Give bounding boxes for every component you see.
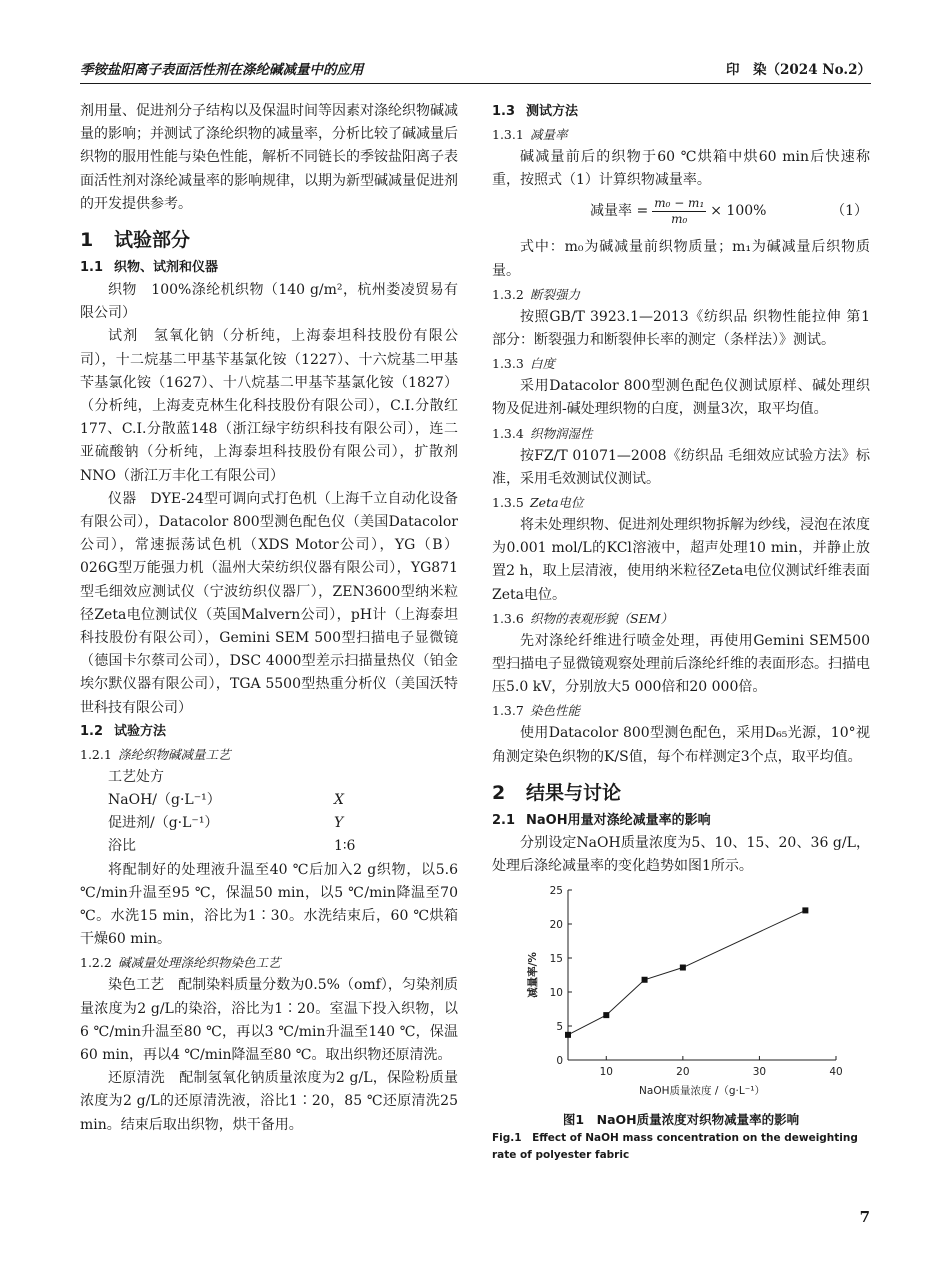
section-1-3-4-heading [492, 422, 870, 445]
section-title: 织物、试剂和仪器 [114, 260, 219, 276]
section-number: 1.2.1 [80, 746, 112, 762]
recipe-row [108, 835, 458, 858]
page-number: 7 [859, 1208, 870, 1226]
line-chart [492, 878, 870, 1110]
process-paragraph: 将配制好的处理液升温至40 ℃后加入2 g织物，以5.6 ℃/min升温至95 ℃，保温50 min，以5 ℃/min降温至70 ℃。水洗15 min，浴比为1∶30。水洗结束后，60 ℃烘箱干燥60 min。 [80, 861, 458, 948]
section-1-3-2-heading [492, 283, 870, 306]
left-column [80, 100, 458, 1137]
section-number: 1.3.6 [492, 610, 524, 626]
intro-paragraph: 剂用量、促进剂分子结构以及保温时间等因素对涤纶织物碱减量的影响；并测试了涤纶织物的减量率，分析比较了碱减量后织物的服用性能与染色性能，解析不同链长的季铵盐阳离子表面活性剂对涤纶减量率的影响规律，以期为新型碱减量促进剂的开发提供参考。 [80, 103, 458, 212]
section-title: 结果与讨论 [526, 781, 622, 804]
formula-rhs: × 100% [710, 203, 767, 220]
y-tick-label: 15 [549, 953, 563, 966]
x-tick-label: 10 [599, 1066, 613, 1079]
y-tick-label: 0 [556, 1055, 563, 1068]
formula-denominator: m₀ [671, 212, 688, 227]
x-tick-label: 40 [829, 1066, 843, 1079]
right-column [492, 100, 870, 1164]
section-number: 1.3.7 [492, 703, 524, 719]
section-title: 白度 [530, 356, 556, 372]
x-axis-label: NaOH质量浓度 /（g·L⁻¹） [639, 1085, 765, 1098]
section-number: 1.2 [80, 723, 104, 739]
section-title: 断裂强力 [530, 286, 581, 302]
section-1-3-6-heading [492, 607, 870, 630]
sem-paragraph: 先对涤纶纤维进行喷金处理，再使用Gemini SEM500型扫描电子显微镜观察处理前后涤纶纤维的表面形态。扫描电压5.0 kV，分别放大5 000倍和20 000倍。 [492, 632, 870, 696]
section-1-3-1-heading [492, 123, 870, 146]
recipe-key: 浴比 [108, 838, 136, 855]
y-tick-label: 20 [549, 919, 563, 932]
dyeing-paragraph: 染色工艺 配制染料质量分数为0.5%（omf），匀染剂质量浓度为2 g/L的染浴，浴比为1∶20。室温下投入织物，以6 ℃/min升温至80 ℃，再以3 ℃/min升温至140 ℃，保温60 min，再以4 ℃/min降温至80 ℃。取出织物还原清洗。 [80, 977, 458, 1064]
running-header [80, 56, 871, 84]
header-title: 季铵盐阳离子表面活性剂在涤纶碱减量中的应用 [80, 62, 364, 78]
zeta-paragraph: 将未处理织物、促进剂处理织物拆解为纱线，浸泡在浓度为0.001 mol/L的KCl溶液中，超声处理10 min，并静止放置2 h，取上层清液，使用纳米粒径Zeta电位仪测试纤维表面Zeta电位。 [492, 517, 870, 603]
section-1-3-heading [492, 100, 870, 123]
section-title: Zeta电位 [530, 495, 584, 511]
y-tick-label: 10 [549, 987, 563, 1000]
formula-fraction [652, 196, 706, 227]
fabric-paragraph: 织物 100%涤纶机织物（140 g/m²，杭州娄凌贸易有限公司） [80, 282, 458, 322]
section-title: NaOH用量对涤纶减量率的影响 [526, 812, 711, 828]
y-tick-label: 25 [549, 885, 563, 898]
section-title: 试验方法 [114, 723, 167, 739]
section-number: 1.1 [80, 260, 104, 276]
recipe-key: 促进剂/（g·L⁻¹） [108, 815, 219, 832]
section-title: 涤纶织物碱减量工艺 [118, 746, 231, 762]
y-tick-label: 5 [556, 1021, 563, 1034]
section-title: 减量率 [530, 127, 568, 142]
section-title: 染色性能 [530, 703, 581, 719]
section-1-1-heading [80, 256, 458, 279]
header-journal: 印 染（2024 No.2） [726, 62, 871, 78]
section-1-2-heading [80, 720, 458, 743]
section-title: 测试方法 [526, 104, 579, 119]
recipe-table [108, 766, 458, 859]
dyeing-performance-paragraph: 使用Datacolor 800型测色配色，采用D₆₅光源，10°视角测定染色织物的K/S值，每个布样测定3个点，取平均值。 [492, 725, 870, 765]
weight-loss-paragraph: 碱减量前后的织物于60 ℃烘箱中烘60 min后快速称重，按照式（1）计算织物减量率。 [492, 149, 870, 189]
section-2-1-heading [492, 809, 870, 832]
data-point [802, 908, 808, 914]
breaking-strength-paragraph: 按照GB/T 3923.1—2013《纺织品 织物性能拉伸 第1部分：断裂强力和断裂伸长率的测定（条样法）》测试。 [492, 308, 870, 349]
equation-number: （1） [831, 203, 868, 220]
x-tick-label: 20 [676, 1066, 690, 1079]
recipe-title: 工艺处方 [108, 768, 164, 785]
section-number: 1.3.5 [492, 495, 524, 511]
section-title: 织物的表观形貌（SEM） [530, 610, 673, 626]
formula-lhs: 减量率 = [590, 203, 649, 220]
section-1-3-5-heading [492, 491, 870, 514]
data-point [680, 965, 686, 971]
formula-numerator: m₀ − m₁ [654, 196, 705, 211]
section-title: 织物润湿性 [530, 425, 593, 441]
recipe-value: Y [334, 815, 344, 832]
section-1-heading [80, 225, 458, 255]
figure-caption-cn: 图1 NaOH质量浓度对织物减量率的影响 [562, 1112, 800, 1128]
section-number: 1.3.4 [492, 425, 524, 441]
reagent-paragraph: 试剂 氢氧化钠（分析纯，上海泰坦科技股份有限公司），十二烷基二甲基苄基氯化铵（1227）、十六烷基二甲基苄基氯化铵（1627）、十八烷基二甲基苄基氯化铵（1827）（分析纯，上海麦克林生化科技股份有限公司），C.I.分散红177、C.I.分散蓝148（浙江绿宇纺织科技有限公司），连二亚硫酸钠（分析纯，上海泰坦科技股份有限公司），扩散剂NNO（浙江万丰化工有限公司） [80, 328, 458, 484]
section-2-heading [492, 778, 870, 808]
x-tick-label: 30 [752, 1066, 767, 1079]
data-point [565, 1032, 571, 1038]
recipe-value: 1∶6 [334, 838, 356, 855]
wettability-paragraph: 按FZ/T 01071—2008《纺织品 毛细效应试验方法》标准，采用毛效测试仪测试。 [492, 447, 870, 487]
data-point [642, 977, 648, 983]
section-1-2-2-heading [80, 951, 458, 974]
section-number: 1.3 [492, 104, 516, 119]
recipe-key: NaOH/（g·L⁻¹） [108, 792, 221, 809]
section-1-3-7-heading [492, 699, 870, 722]
section-title: 试验部分 [114, 229, 191, 252]
section-number: 2.1 [492, 812, 516, 828]
naoh-paragraph: 分别设定NaOH质量浓度为5、10、15、20、36 g/L，处理后涤纶减量率的变化趋势如图1所示。 [492, 834, 870, 875]
recipe-value: X [334, 792, 344, 809]
section-number: 1.3.3 [492, 356, 524, 372]
y-axis-label: 减量率/% [527, 952, 539, 999]
section-1-2-1-heading [80, 743, 458, 766]
recipe-row [108, 789, 458, 812]
data-point [603, 1012, 609, 1018]
figure-1-chart [492, 878, 870, 1110]
section-title: 碱减量处理涤纶织物染色工艺 [118, 955, 281, 971]
formula-where-paragraph: 式中：m₀为碱减量前织物质量；m₁为碱减量后织物质量。 [492, 239, 870, 279]
reduction-paragraph: 还原清洗 配制氢氧化钠质量浓度为2 g/L，保险粉质量浓度为2 g/L的还原清洗液，浴比1∶20，85 ℃还原清洗25 min。结束后取出织物，烘干备用。 [80, 1070, 458, 1133]
figure-caption-en: Fig.1 Effect of NaOH mass concentration on the deweighting rate of polyester fabric [492, 1132, 858, 1162]
section-number: 1.3.1 [492, 127, 524, 142]
recipe-row [108, 812, 458, 835]
section-number: 2 [492, 781, 506, 804]
formula [590, 196, 766, 227]
instrument-paragraph: 仪器 DYE-24型可调向式打色机（上海千立自动化设备有限公司），Datacolor 800型测色配色仪（美国Datacolor公司），常速振荡试色机（XDS Motor公司），YG（B）026G型万能强力机（温州大荣纺织仪器有限公司），YG871型毛细效应测试仪（宁波纺织仪器厂），ZEN3600型纳米粒径Zeta电位测试仪（英国Malvern公司），pH计（上海泰坦科技股份有限公司），Gemini SEM 500型扫描电子显微镜（德国卡尔蔡司公司），DSC 4000型差示扫描量热仪（铂金埃尔默仪器有限公司），TGA 5500型热重分析仪（美国沃特世科技有限公司） [80, 490, 458, 716]
equation-1 [492, 192, 870, 236]
section-number: 1 [80, 229, 94, 252]
whiteness-paragraph: 采用Datacolor 800型测色配色仪测试原样、碱处理织物及促进剂-碱处理织物的白度，测量3次，取平均值。 [492, 378, 870, 418]
section-number: 1.3.2 [492, 286, 524, 302]
section-number: 1.2.2 [80, 955, 112, 971]
section-1-3-3-heading [492, 352, 870, 375]
